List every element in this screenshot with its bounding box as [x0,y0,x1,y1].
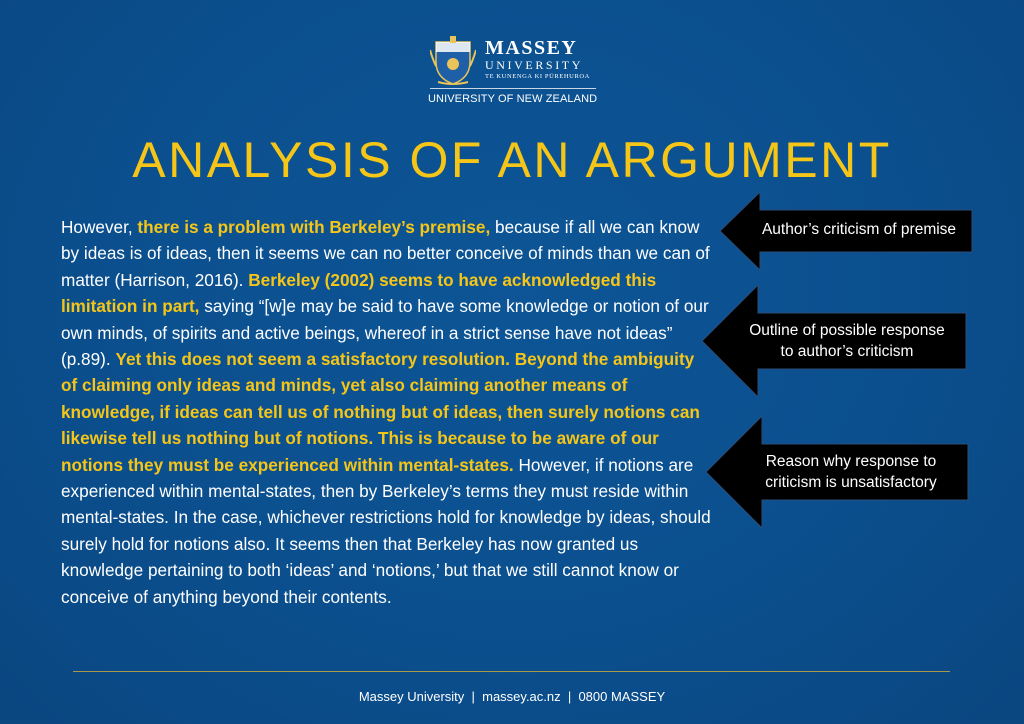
paragraph-segment: However, if notions are experienced within mental-states, then by Berkeley’s terms they must reside within mental-states. In the case, whichever restrictions hold for knowledge by ideas, should surely hold for notions also. It seems then that Berkeley has now granted us knowledge pertaining to both ‘ideas’ and ‘notions,’ but that we still cannot know or conceive of anything beyond their contents. [61,454,711,607]
callout-criticism-of-premise [720,192,974,270]
wordmark-line1: MASSEY [485,37,578,59]
callout-label-line2: criticism is unsatisfactory [765,473,937,491]
footer-divider [73,671,950,672]
university-tagline: UNIVERSITY OF NEW ZEALAND [428,93,598,105]
callout-label: Author’s criticism of premise [761,221,957,238]
highlighted-criticism: there is a problem with Berkeley’s premise, [137,217,491,237]
argument-paragraph [61,214,711,610]
callout-label-line2: to author’s criticism [780,342,914,360]
logo-divider [430,88,596,89]
wordmark-line3: TE KUNENGA KI PŪREHUROA [485,73,590,80]
highlighted-reason: Yet this does not seem a satisfactory resolution. Beyond the ambiguity of claiming only ideas and minds, yet also claiming another means of knowledge, if ideas can tell us of nothing but of ideas, then surely notions can likewise tell us nothing but of notions. This is because to be aware of our notions they must be experienced within mental-states. [61,349,700,475]
highlighted-response: Berkeley (2002) seems to have acknowledged this limitation in part, [61,269,657,317]
callout-label [734,452,968,493]
callout-label [732,321,962,362]
university-crest-icon [430,36,476,86]
page-title: ANALYSIS OF AN ARGUMENT [132,132,892,188]
callout-unsatisfactory-reason [706,416,970,528]
callout-label-line1: Outline of possible response [749,322,945,339]
logo-area [0,36,1024,116]
university-wordmark [485,38,625,82]
callout-label-line1: Reason why response to [765,453,937,470]
callout-possible-response [702,285,968,397]
paragraph-segment: saying “[w]e may be said to have some knowledge or notion of our own minds, of spirits and active beings, whereof in a strict sense have not ideas” (p.89). [61,296,709,370]
wordmark-line2: UNIVERSITY [485,58,583,72]
paragraph-segment: However, [61,217,138,237]
paragraph-segment: because if all we can know by ideas is of ideas, then it seems we can no better conceive of minds than we can of matter (Harrison, 2016). [61,217,710,290]
footer-text: Massey University | massey.ac.nz | 0800 MASSEY [358,689,666,704]
footer-contact [0,689,1024,704]
